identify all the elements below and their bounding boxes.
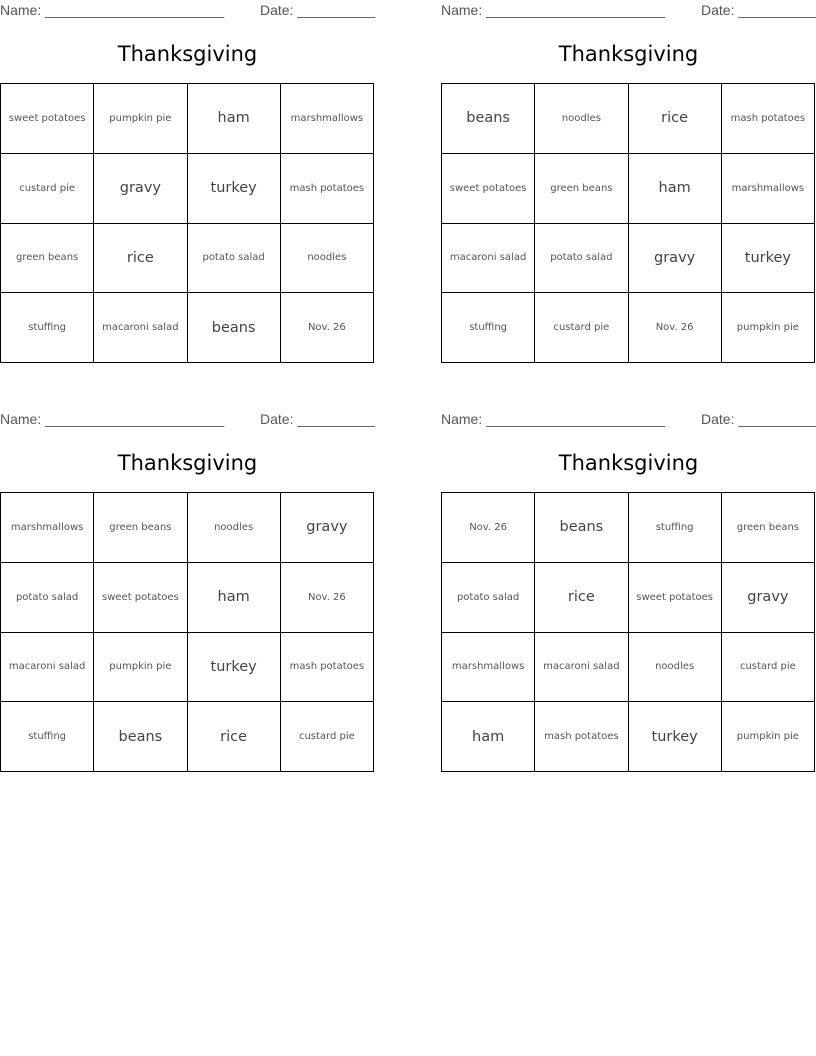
bingo-cell: sweet potatoes <box>1 84 94 154</box>
bingo-grid <box>441 83 815 363</box>
date-field-label: Date: __________ <box>260 2 376 18</box>
bingo-cell: stuffing <box>1 293 94 363</box>
bingo-cell: Nov. 26 <box>281 293 374 363</box>
card-header <box>0 2 375 20</box>
bingo-cell: rice <box>535 563 628 633</box>
card-title: Thanksgiving <box>117 451 258 475</box>
card-header <box>0 411 375 429</box>
bingo-cell: turkey <box>629 702 722 772</box>
bingo-cell: custard pie <box>281 702 374 772</box>
card-title: Thanksgiving <box>558 451 699 475</box>
bingo-cell: Nov. 26 <box>442 493 535 563</box>
bingo-cell: potato salad <box>188 224 281 294</box>
bingo-cell: macaroni salad <box>1 633 94 703</box>
bingo-cell: marshmallows <box>281 84 374 154</box>
card-header <box>441 2 816 20</box>
bingo-cell: custard pie <box>722 633 815 703</box>
bingo-cell: potato salad <box>535 224 628 294</box>
bingo-cell: mash potatoes <box>722 84 815 154</box>
bingo-cell: gravy <box>629 224 722 294</box>
bingo-cell: marshmallows <box>722 154 815 224</box>
bingo-cell: beans <box>94 702 187 772</box>
bingo-cell: pumpkin pie <box>94 84 187 154</box>
bingo-card-4 <box>441 409 816 789</box>
bingo-cell: noodles <box>629 633 722 703</box>
bingo-cell: ham <box>629 154 722 224</box>
bingo-cell: rice <box>94 224 187 294</box>
bingo-cell: macaroni salad <box>94 293 187 363</box>
bingo-cell: marshmallows <box>1 493 94 563</box>
bingo-cell: Nov. 26 <box>629 293 722 363</box>
name-field-label: Name: _______________________ <box>0 411 225 427</box>
date-field-label: Date: __________ <box>701 411 816 427</box>
card-title: Thanksgiving <box>117 42 258 66</box>
bingo-card-2 <box>441 0 816 380</box>
bingo-cell: green beans <box>1 224 94 294</box>
bingo-cell: gravy <box>94 154 187 224</box>
bingo-cell: potato salad <box>1 563 94 633</box>
bingo-cell: ham <box>188 84 281 154</box>
bingo-cell: pumpkin pie <box>94 633 187 703</box>
bingo-cell: mash potatoes <box>535 702 628 772</box>
date-field-label: Date: __________ <box>260 411 376 427</box>
bingo-cell: turkey <box>188 154 281 224</box>
bingo-cell: ham <box>188 563 281 633</box>
bingo-grid <box>0 83 374 363</box>
bingo-cell: gravy <box>722 563 815 633</box>
bingo-cell: stuffing <box>629 493 722 563</box>
bingo-cell: potato salad <box>442 563 535 633</box>
bingo-cell: mash potatoes <box>281 633 374 703</box>
bingo-cell: sweet potatoes <box>442 154 535 224</box>
bingo-grid <box>441 492 815 772</box>
bingo-cell: noodles <box>535 84 628 154</box>
bingo-card-1 <box>0 0 375 380</box>
bingo-cell: marshmallows <box>442 633 535 703</box>
bingo-cell: stuffing <box>442 293 535 363</box>
bingo-cell: stuffing <box>1 702 94 772</box>
bingo-cell: rice <box>629 84 722 154</box>
bingo-cell: noodles <box>281 224 374 294</box>
bingo-cell: sweet potatoes <box>629 563 722 633</box>
bingo-cell: green beans <box>535 154 628 224</box>
name-field-label: Name: _______________________ <box>441 2 666 18</box>
bingo-cell: macaroni salad <box>535 633 628 703</box>
bingo-cell: rice <box>188 702 281 772</box>
bingo-cell: noodles <box>188 493 281 563</box>
name-field-label: Name: _______________________ <box>0 2 225 18</box>
bingo-cell: mash potatoes <box>281 154 374 224</box>
bingo-grid <box>0 492 374 772</box>
bingo-cell: gravy <box>281 493 374 563</box>
name-field-label: Name: _______________________ <box>441 411 666 427</box>
bingo-cell: macaroni salad <box>442 224 535 294</box>
bingo-cell: green beans <box>722 493 815 563</box>
bingo-cell: pumpkin pie <box>722 702 815 772</box>
bingo-cell: beans <box>442 84 535 154</box>
bingo-cell: Nov. 26 <box>281 563 374 633</box>
card-title: Thanksgiving <box>558 42 699 66</box>
bingo-card-3 <box>0 409 375 789</box>
bingo-cell: beans <box>188 293 281 363</box>
card-header <box>441 411 816 429</box>
bingo-cell: sweet potatoes <box>94 563 187 633</box>
date-field-label: Date: __________ <box>701 2 816 18</box>
bingo-cell: custard pie <box>1 154 94 224</box>
bingo-cell: ham <box>442 702 535 772</box>
bingo-cell: beans <box>535 493 628 563</box>
bingo-cell: green beans <box>94 493 187 563</box>
bingo-cell: pumpkin pie <box>722 293 815 363</box>
bingo-cell: custard pie <box>535 293 628 363</box>
bingo-cell: turkey <box>188 633 281 703</box>
bingo-cell: turkey <box>722 224 815 294</box>
